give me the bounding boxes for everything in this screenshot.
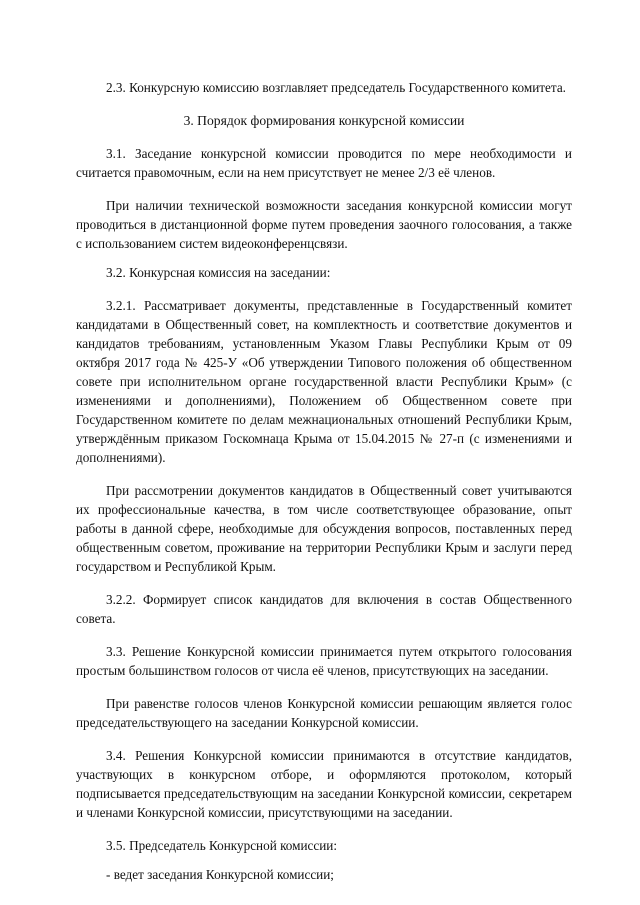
paragraph-3-3: 3.3. Решение Конкурсной комиссии принимается путем открытого голосования простым большинством голосов от числа её членов, присутствующих на заседании. xyxy=(76,644,572,678)
paragraph-2-3: 2.3. Конкурсную комиссию возглавляет председатель Государственного комитета. xyxy=(106,80,566,95)
paragraph-3-4: 3.4. Решения Конкурсной комиссии принимаются в отсутствие кандидатов, участвующих в конкурсном отборе, и оформляются протоколом, который подписывается председательствующим на заседании Конкурсной комиссии, секретарем и членами Конкурсной комиссии, присутствующими на заседании. xyxy=(76,748,572,820)
paragraph-3-1-remote-meetings: При наличии технической возможности заседания конкурсной комиссии могут проводиться в дистанционной форме путем проведения заочного голосования, а также с использованием систем видеоконференцсвязи. xyxy=(76,198,572,251)
paragraph-3-3-tie-vote: При равенстве голосов членов Конкурсной комиссии решающим является голос председательствующего на заседании Конкурсной комиссии. xyxy=(76,696,572,730)
paragraph-3-2: 3.2. Конкурсная комиссия на заседании: xyxy=(106,265,331,280)
section-3-heading: 3. Порядок формирования конкурсной комиссии xyxy=(183,113,465,128)
document-body xyxy=(76,78,572,884)
paragraph-3-2-2: 3.2.2. Формирует список кандидатов для включения в состав Общественного совета. xyxy=(76,592,572,626)
list-item-chairs-meetings: - ведет заседания Конкурсной комиссии; xyxy=(106,867,334,882)
paragraph-3-2-1: 3.2.1. Рассматривает документы, представленные в Государственный комитет кандидатами в Общественный совет, на комплектность и соответствие документов и кандидатов требованиям, установленным Указом Главы Республики Крым от 09 октября 2017 года № 425-У «Об утверждении Типового положения об общественном совете при исполнительном органе государственной власти Республики Крым» (с изменениями и дополнениями), Положением об Общественном совете при Государственном комитете по делам межнациональных отношений Республики Крым, утверждённым приказом Госкомнаца Крыма от 15.04.2015 № 27-п (с изменениями и дополнениями). xyxy=(76,298,572,465)
paragraph-3-2-1-review-criteria: При рассмотрении документов кандидатов в Общественный совет учитываются их профессиональные качества, в том числе соответствующее образование, опыт работы в данной сфере, необходимые для обсуждения вопросов, поставленных перед общественным советом, проживание на территории Республики Крым и заслуги перед государством и Республикой Крым. xyxy=(76,483,572,574)
paragraph-3-1: 3.1. Заседание конкурсной комиссии проводится по мере необходимости и считается правомочным, если на нем присутствует не менее 2/3 её членов. xyxy=(76,146,572,180)
paragraph-3-5: 3.5. Председатель Конкурсной комиссии: xyxy=(106,838,338,853)
